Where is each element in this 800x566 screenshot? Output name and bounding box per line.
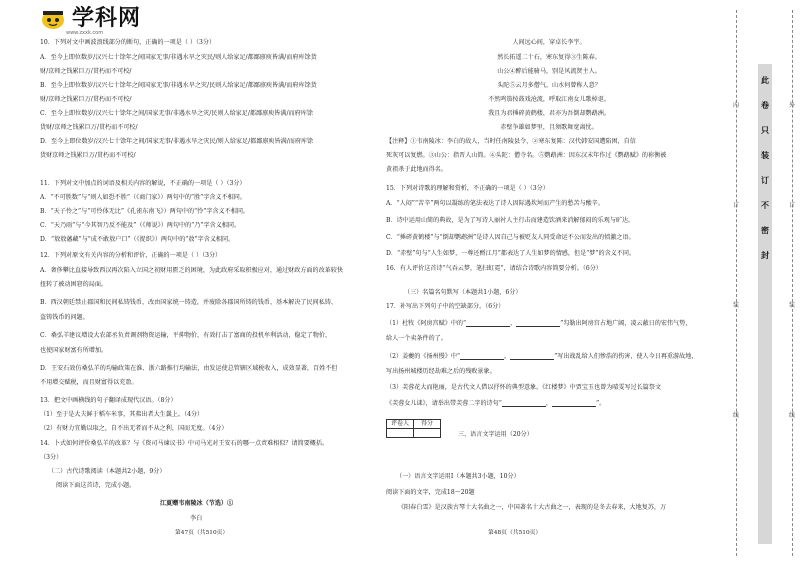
text-line: （1）杜牧《阿房宫赋》中的“ ， ”勾勒出阿房宫占地广阔，凌云蔽日的宏伟气势， <box>386 319 692 327</box>
text-line: （2）有财力宜勤以取之，自不出无者而不从之利，国而无度。（4分） <box>40 425 228 432</box>
site-logo <box>40 8 141 30</box>
text-line: B．至今上即位数岁/汉兴七十馀年之间国家无事/非遇水旱之灾/民则人给家足/都鄙廪庾皆满/而府库馀货 <box>40 82 317 89</box>
score-cell[interactable] <box>387 429 414 438</box>
margin-char: 外 <box>788 102 795 109</box>
text-line: 阅读下面的文字，完成18～20题 <box>386 489 475 496</box>
text-line: 阅读下面这首诗，完成小题。 <box>56 482 136 489</box>
text-line: 17．补写出下列句子中的空缺部分。（6分） <box>386 303 505 310</box>
poem-line: 然长拓遥二十石，寒东复得③生陈春。 <box>497 54 601 61</box>
seal-char: 封 <box>761 250 769 260</box>
text-line: 《阳春白雪》是汉族古琴十大名曲之一，中国著名十大古曲之一，表现的是冬去春来，大地复苏，万 <box>398 504 667 511</box>
text-line: 不用增交赋税，而且财富得以充盈。 <box>40 379 138 386</box>
text-line: 11．下列对文中加点的词语及相关内容的解说，不正确的一项是（ ）（3分） <box>40 180 246 187</box>
logo-text: 学科网 <box>72 6 142 31</box>
section-heading: （三）名篇名句默写（本题共1小题，6分） <box>404 289 522 296</box>
margin-char: 线 <box>788 412 795 419</box>
text-line: B．“天子怜之”与“可怜体无比”《孔雀东南飞》）两句中的“怜”字含义不相同。 <box>40 208 250 215</box>
text-line: A．至今上即位数岁/汉兴七十馀年之间国家无事/非遇水旱之灾民/则人给家足/都鄙廪庾皆满/而府库馀货 <box>40 54 317 61</box>
page-number-left: 第47页（共510页） <box>175 530 229 536</box>
logo-site: www.zxxk.com <box>66 30 104 36</box>
answer-blank[interactable] <box>502 400 546 407</box>
text-line: 也使国家财富有所增加。 <box>40 347 108 354</box>
text-line: 13．把文中画横线的句子翻译成现代汉语。（8分） <box>40 397 177 404</box>
answer-blank[interactable] <box>460 353 504 360</box>
text-line: （2）姜夔的《扬州慢》中“ ， ”写出战乱给人们惨浩的伤害，使人今日再重游故地， <box>386 352 698 360</box>
mascot-icon <box>40 8 66 30</box>
text-line: 10．下列对文中画波浪线部分的断句，正确的一项是（ ）（3分） <box>40 39 216 46</box>
text-line: 给人一个卖条件的了。 <box>386 335 447 342</box>
text-line: A．“人闷”“苦辛”两句以凝练的笔法表达了诗人因际遇坎坷而产生的愁苦与酸辛。 <box>386 200 604 207</box>
text-line: D．“赤壁”句与“人生如梦，一尊还酹江月”都表达了人生如梦的情感，但是“梦”的含义不同。 <box>386 250 636 257</box>
text-line: 扭转了被动困窘的局面。 <box>40 281 108 288</box>
seal-char: 密 <box>761 225 769 235</box>
text-line: （1）至于是大夫鲜于稻车米事，其弗出者大生曩上。（4分） <box>40 411 204 418</box>
q17-1-suffix: ”勾勒出阿房宫占地广阔，凌云蔽日的宏伟气势， <box>560 319 692 327</box>
text-line: （3分） <box>40 454 63 461</box>
text-line: D．“敖敖藩藏”与“成不敢敖户口”（《捉织》）两句中的“敖”字含义相同。 <box>40 236 235 243</box>
seal-char: 装 <box>761 150 769 160</box>
seal-strip <box>758 64 772 544</box>
text-line: C．桑弘羊建议增设大农部丞负责调剂物资运输，平抑物价，有效打击了富商的投机牟利活动，稳定了物价， <box>40 332 332 339</box>
margin-char: 装 <box>788 302 795 309</box>
text-line: 货财京师之钱累巨万/贯朽而不可校/ <box>40 152 136 159</box>
right-column <box>386 38 712 538</box>
page-number-right: 第48页（共510页） <box>488 530 542 536</box>
seal-char: 不 <box>761 200 769 210</box>
text-line: A．“不可胜数”与“则人如恐不胜”（《商门家》）两句中的“胜”字含义不相同。 <box>40 194 246 201</box>
answer-blank[interactable] <box>552 400 596 407</box>
score-cell[interactable] <box>414 429 441 438</box>
text-line: 货财/京师之钱累巨万/贯朽而不可校/ <box>40 124 138 131</box>
poem-line: 山公④醉后能骑马，别是风流贤主人。 <box>497 68 601 75</box>
margin-char: 线 <box>732 412 739 419</box>
poem-line: 头陀⑤云月多僧气，山水何曾称人意？ <box>497 82 601 89</box>
text-line: C．至今上即位数岁/汉兴七十馀年之间/国家无事/非遇水旱之灾/民则人给家足/都鄙廪庾皆满/而府库馀 <box>40 110 313 117</box>
text-line: 写出扬州城楼历经劫难之后的残败景象。 <box>386 368 496 375</box>
answer-blank[interactable] <box>510 353 554 360</box>
section-heading: （二）古代诗歌阅读（本题共2小题，9分） <box>48 468 166 475</box>
text-line: 15．下列对诗歌的理解和赏析，不正确的一项是（ ）（3分） <box>386 185 549 192</box>
text-line: 盗铸钱币的问题。 <box>40 314 89 321</box>
score-table <box>386 419 441 438</box>
poem-title: 江夏赠韦南陵冰（节选）① <box>160 500 234 507</box>
score-table-header-grader: 评卷人 <box>387 420 414 429</box>
text-line: C．“天乃雨”与“今其智乃反不能及”（《师说》）两句中的“乃”字含义相同。 <box>40 222 241 229</box>
text-line: C．“捶碎黄鹤楼”与“倒却鹦鹉洲”是诗人因自己与被贬友人同受命运不公而发出的愤激之语。 <box>386 234 635 241</box>
seal-char: 此 <box>761 75 769 85</box>
section-heading: （一）语言文字运用Ⅰ（本题共3小题，10分） <box>396 473 520 480</box>
margin-char: 订 <box>788 202 795 209</box>
margin-char: 装 <box>732 302 739 309</box>
text-line: A．奢侈攀比直接导致西汉再次陷入立国之初财用匮乏的困境，为此政府采取积极应对，通过财政方面的改革较快 <box>40 267 343 274</box>
poem-author: 李白 <box>190 515 203 522</box>
answer-blank[interactable] <box>516 320 560 327</box>
outer-cut-line <box>736 10 737 556</box>
answer-blank[interactable] <box>466 320 510 327</box>
text-line: D．至今上即位数岁/汉兴七十馀年之间/国家无事/非遇水旱之灾民/则人给家足/都鄙廪庾皆满/而府库馀 <box>40 138 314 145</box>
margin-char: 内 <box>732 102 739 109</box>
poem-line: 不然鸣笳按鼓戏沧流，呼取江南女儿歌棹讴。 <box>488 96 610 103</box>
q17-3-suffix: ”。 <box>595 399 606 407</box>
inner-cut-line <box>792 10 793 556</box>
q17-3-prefix: 《芙蓉女儿诔》，请举出带芙蓉二字的诗句“ <box>386 399 502 407</box>
text-line: B．西汉朝廷禁止郡国和民间私铸钱币，改由国家统一铸造，并废除各郡国所铸的钱币，基本解决了民间私铸、 <box>40 299 337 306</box>
text-line: 《芙蓉女儿诔》，请举出带芙蓉二字的诗句“ ， ”。 <box>386 399 606 407</box>
text-line: （3）芙蓉花大而艳丽，是古代文人借以抒怀的典型意象。《红楼梦》中贾宝玉也曾为晴雯写过长篇祭文 <box>386 384 662 391</box>
text-line: D．王安石效仿桑弘羊的均输政策在淮、浙六路推行均输法，由发运使总管辖区域税收入，成效显著，百姓不但 <box>40 365 338 372</box>
note-line: 【注释】①韦南陵冰：李白的故人，当时任南陵县令，②寒东复陈：汉代韩安国遭陷困，自信 <box>386 138 636 145</box>
poem-line: 人间远心间，穿卓长李宇。 <box>512 39 586 46</box>
text-line: B．诗中运用山简的典故，是为了写诗人丽衬人主行击而建造饮酒来消解郁闷的乐观与旷达。 <box>386 217 635 224</box>
section-heading: 三、语言文字运用（20分） <box>458 431 533 438</box>
margin-char: 订 <box>732 202 739 209</box>
seal-char: 订 <box>761 175 769 185</box>
poem-line: 赤壁争雄如梦里，且须歌舞宽离忧。 <box>500 124 598 131</box>
q17-1-prefix: （1）杜牧《阿房宫赋》中的“ <box>386 319 467 327</box>
score-table-header-score: 得分 <box>414 420 441 429</box>
note-line: 死灰可以复燃。③山公：指晋人山简。④头陀：僧寺名。⑤鹦鹉洲：因东汉末年作过《鹦鹉赋》的祢衡被 <box>386 152 667 159</box>
left-column <box>40 38 360 538</box>
q17-2-suffix: ”写出战乱给人们惨浩的伤害，使人今日再重游故地， <box>554 352 698 360</box>
text-line: 财/京师之钱累巨万/贯朽而不可校/ <box>40 96 132 103</box>
binding-margin <box>730 0 800 566</box>
seal-char: 只 <box>761 125 769 135</box>
poem-line: 我且为君捶碎黄鹤楼，君亦为吾倒却鹦鹉洲。 <box>488 110 610 117</box>
text-line: 14．卜式如何评价桑弘羊的改革？与《资司马谏议书》中司马光对王安石的哪一点责难相似？请简要概括。 <box>40 440 329 447</box>
seal-char: 卷 <box>761 100 769 110</box>
text-line: 16．有人评价这首诗“气吞云梦，笔扫虹霓”，请结合诗歌内容简要分析。（6分） <box>386 265 602 272</box>
text-line: 财/京师之钱累巨万/贯朽而不可校/ <box>40 68 132 75</box>
note-line: 黄祖杀于此地而得名。 <box>386 166 447 173</box>
q17-2-prefix: （2）姜夔的《扬州慢》中“ <box>386 352 461 360</box>
text-line: 12．下列对原文有关内容的分析和评价，正确的一项是（ ）（3分） <box>40 252 222 259</box>
